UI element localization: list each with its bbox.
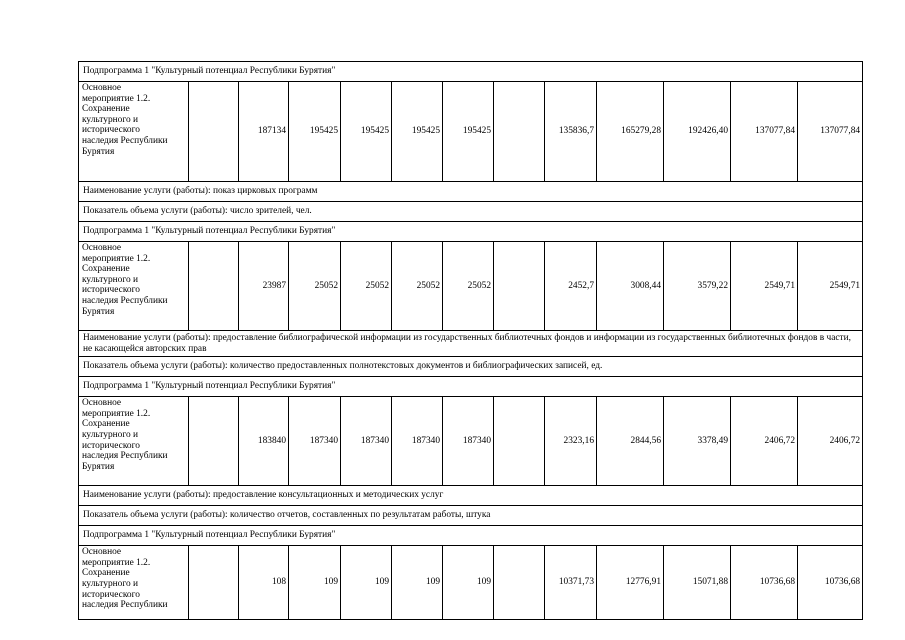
value-cell: 109 (289, 546, 341, 620)
value-cell: 187134 (239, 82, 289, 182)
value-cell: 2549,71 (798, 242, 863, 331)
value-cell: 2406,72 (798, 397, 863, 486)
budget-table (78, 61, 863, 620)
value-cell: 2452,7 (545, 242, 597, 331)
value-cell (494, 82, 545, 182)
subprogram-row (79, 222, 863, 242)
value-cell: 12776,91 (597, 546, 664, 620)
value-cell: 10736,68 (731, 546, 798, 620)
event-name: Основное мероприятие 1.2. Сохранение культурного и исторического наследия Республики Бурятия (79, 82, 189, 182)
service-name: Наименование услуги (работы): предоставление библиографической информации из государственных библиотечных фондов и информации из государственных библиотечных фондов в части, не касающейся авторских прав (79, 331, 863, 357)
table-row (79, 82, 863, 182)
value-cell: 195425 (392, 82, 443, 182)
event-name: Основное мероприятие 1.2. Сохранение культурного и исторического наследия Республики (79, 546, 189, 620)
value-cell (494, 546, 545, 620)
table-row (79, 397, 863, 486)
value-cell: 23987 (239, 242, 289, 331)
value-cell: 195425 (289, 82, 341, 182)
subprogram-title: Подпрограмма 1 "Культурный потенциал Республики Бурятия" (79, 377, 863, 397)
service-name: Наименование услуги (работы): показ цирковых программ (79, 182, 863, 202)
value-cell (189, 397, 239, 486)
subprogram-title: Подпрограмма 1 "Культурный потенциал Республики Бурятия" (79, 222, 863, 242)
value-cell: 187340 (392, 397, 443, 486)
indicator-row (79, 202, 863, 222)
table-row (79, 242, 863, 331)
indicator-name: Показатель объема услуги (работы): количество отчетов, составленных по результатам работы, штука (79, 506, 863, 526)
value-cell (189, 82, 239, 182)
value-cell (494, 397, 545, 486)
value-cell: 25052 (289, 242, 341, 331)
value-cell: 2844,56 (597, 397, 664, 486)
value-cell: 2323,16 (545, 397, 597, 486)
indicator-name: Показатель объема услуги (работы): количество предоставленных полнотекстовых документов и библиографических записей, ед. (79, 357, 863, 377)
value-cell: 187340 (341, 397, 392, 486)
value-cell: 10371,73 (545, 546, 597, 620)
value-cell: 3378,49 (664, 397, 731, 486)
value-cell: 109 (443, 546, 494, 620)
subprogram-title: Подпрограмма 1 "Культурный потенциал Республики Бурятия" (79, 62, 863, 82)
value-cell: 187340 (443, 397, 494, 486)
value-cell: 2549,71 (731, 242, 798, 331)
value-cell: 25052 (392, 242, 443, 331)
indicator-row (79, 506, 863, 526)
value-cell (494, 242, 545, 331)
value-cell: 10736,68 (798, 546, 863, 620)
value-cell: 3579,22 (664, 242, 731, 331)
value-cell: 109 (392, 546, 443, 620)
value-cell: 195425 (341, 82, 392, 182)
subprogram-row (79, 62, 863, 82)
value-cell: 192426,40 (664, 82, 731, 182)
value-cell (189, 546, 239, 620)
value-cell: 135836,7 (545, 82, 597, 182)
value-cell: 195425 (443, 82, 494, 182)
value-cell: 137077,84 (798, 82, 863, 182)
value-cell: 3008,44 (597, 242, 664, 331)
value-cell: 165279,28 (597, 82, 664, 182)
table-row (79, 546, 863, 620)
service-name: Наименование услуги (работы): предоставление консультационных и методических услуг (79, 486, 863, 506)
value-cell: 2406,72 (731, 397, 798, 486)
service-row (79, 486, 863, 506)
value-cell: 15071,88 (664, 546, 731, 620)
subprogram-row (79, 526, 863, 546)
indicator-row (79, 357, 863, 377)
value-cell: 137077,84 (731, 82, 798, 182)
service-row (79, 331, 863, 357)
value-cell: 187340 (289, 397, 341, 486)
service-row (79, 182, 863, 202)
value-cell: 25052 (443, 242, 494, 331)
indicator-name: Показатель объема услуги (работы): число зрителей, чел. (79, 202, 863, 222)
value-cell: 25052 (341, 242, 392, 331)
subprogram-title: Подпрограмма 1 "Культурный потенциал Республики Бурятия" (79, 526, 863, 546)
value-cell: 183840 (239, 397, 289, 486)
value-cell (189, 242, 239, 331)
event-name: Основное мероприятие 1.2. Сохранение культурного и исторического наследия Республики Бурятия (79, 397, 189, 486)
subprogram-row (79, 377, 863, 397)
event-name: Основное мероприятие 1.2. Сохранение культурного и исторического наследия Республики Бурятия (79, 242, 189, 331)
value-cell: 109 (341, 546, 392, 620)
value-cell: 108 (239, 546, 289, 620)
